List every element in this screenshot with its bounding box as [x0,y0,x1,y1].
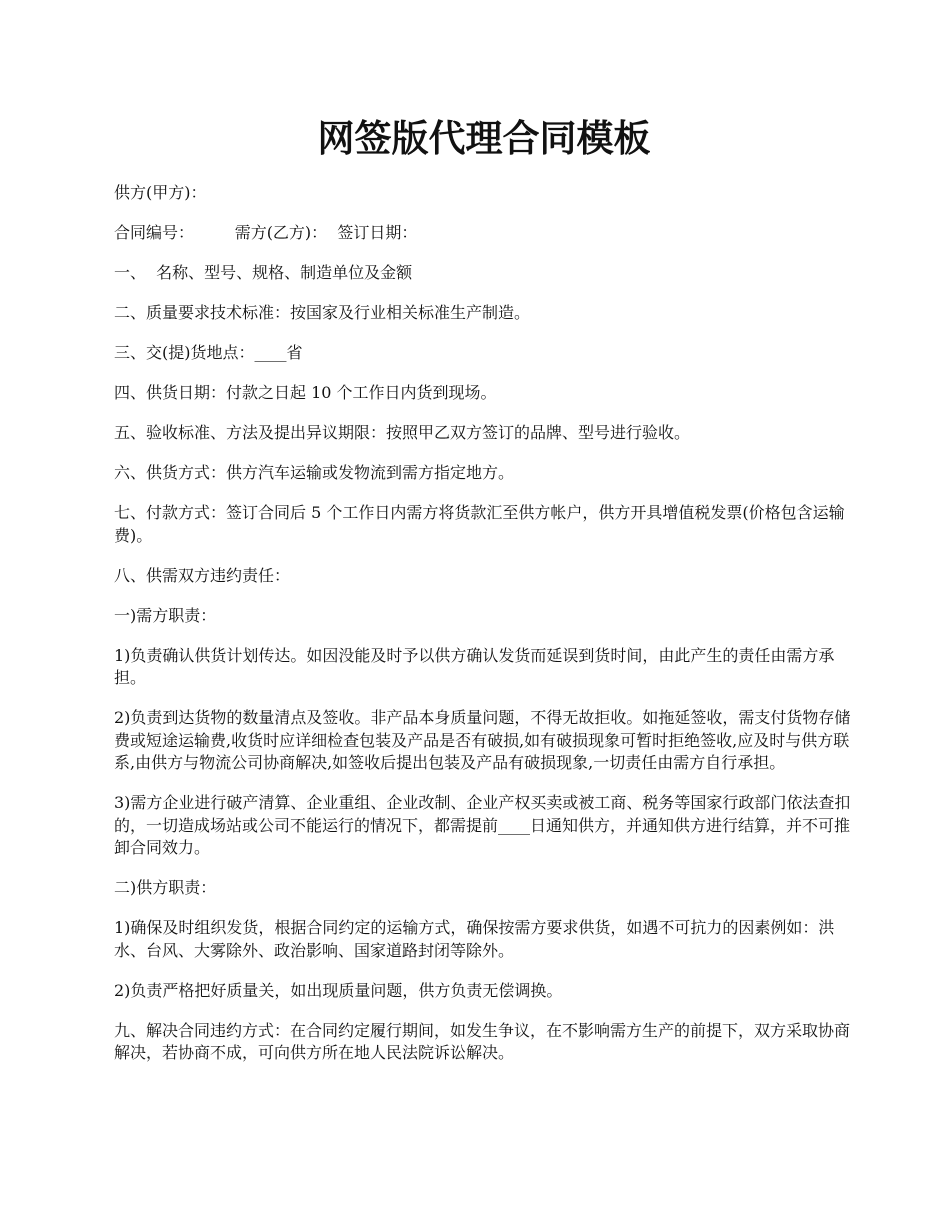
clause-9: 九、解决合同违约方式：在合同约定履行期间，如发生争议，在不影响需方生产的前提下，双方采取协商解决，若协商不成，可向供方所在地人民法院诉讼解决。 [114,1020,851,1062]
document-title: 网签版代理合同模板 [317,116,651,160]
clause-3: 三、交(提)货地点：____省 [114,343,303,362]
supplier-duty-2: 2)负责严格把好质量关，如出现质量问题，供方负责无偿调换。 [114,980,563,1000]
clause-1: 一、 名称、型号、规格、制造单位及金额 [114,263,413,282]
buyer-duty-2: 2)负责到达货物的数量清点及签收。非产品本身质量问题，不得无故拒收。如拖延签收，需支付货物存储费或短途运输费,收货时应详细检查包装及产品是否有破损,如有破损现象可暂时拒绝签收,应及时与供方联系,由供方与物流公司协商解决,如签收后提出包装及产品有破损现象,一切责任由需方自行承担。 [114,708,851,772]
supplier-duty-1: 1)确保及时组织发货，根据合同约定的运输方式，确保按需方要求供货，如遇不可抗力的因素例如：洪水、台风、大雾除外、政治影响、国家道路封闭等除外。 [114,918,835,960]
clause-8: 八、供需双方违约责任： [114,565,291,585]
clause-6: 六、供货方式：供方汽车运输或发物流到需方指定地方。 [114,463,515,482]
clause-4: 四、供货日期：付款之日起 10 个工作日内货到现场。 [114,383,497,402]
document-body [114,182,854,1065]
buyer-duties-heading: 一)需方职责： [114,605,217,625]
clause-5: 五、验收标准、方法及提出异议期限：按照甲乙双方签订的品牌、型号进行验收。 [114,423,691,442]
buyer-duty-1: 1)负责确认供货计划传达。如因没能及时予以供方确认发货而延误到货时间，由此产生的责任由需方承担。 [114,645,835,687]
clause-7: 七、付款方式：签订合同后 5 个工作日内需方将货款汇至供方帐户，供方开具增值税发票(价格包含运输费)。 [114,503,845,545]
clause-2: 二、质量要求技术标准：按国家及行业相关标准生产制造。 [114,303,531,322]
contract-info-line: 合同编号： 需方(乙方)： 签订日期： [114,223,418,242]
supplier-duties-heading: 二)供方职责： [114,878,217,897]
supplier-line: 供方(甲方)： [114,183,207,202]
buyer-duty-3: 3)需方企业进行破产清算、企业重组、企业改制、企业产权买卖或被工商、税务等国家行政部门依法查扣的，一切造成场站或公司不能运行的情况下，都需提前____日通知供方，并通知供方进行结算，并不可推卸合同效力。 [114,793,851,857]
